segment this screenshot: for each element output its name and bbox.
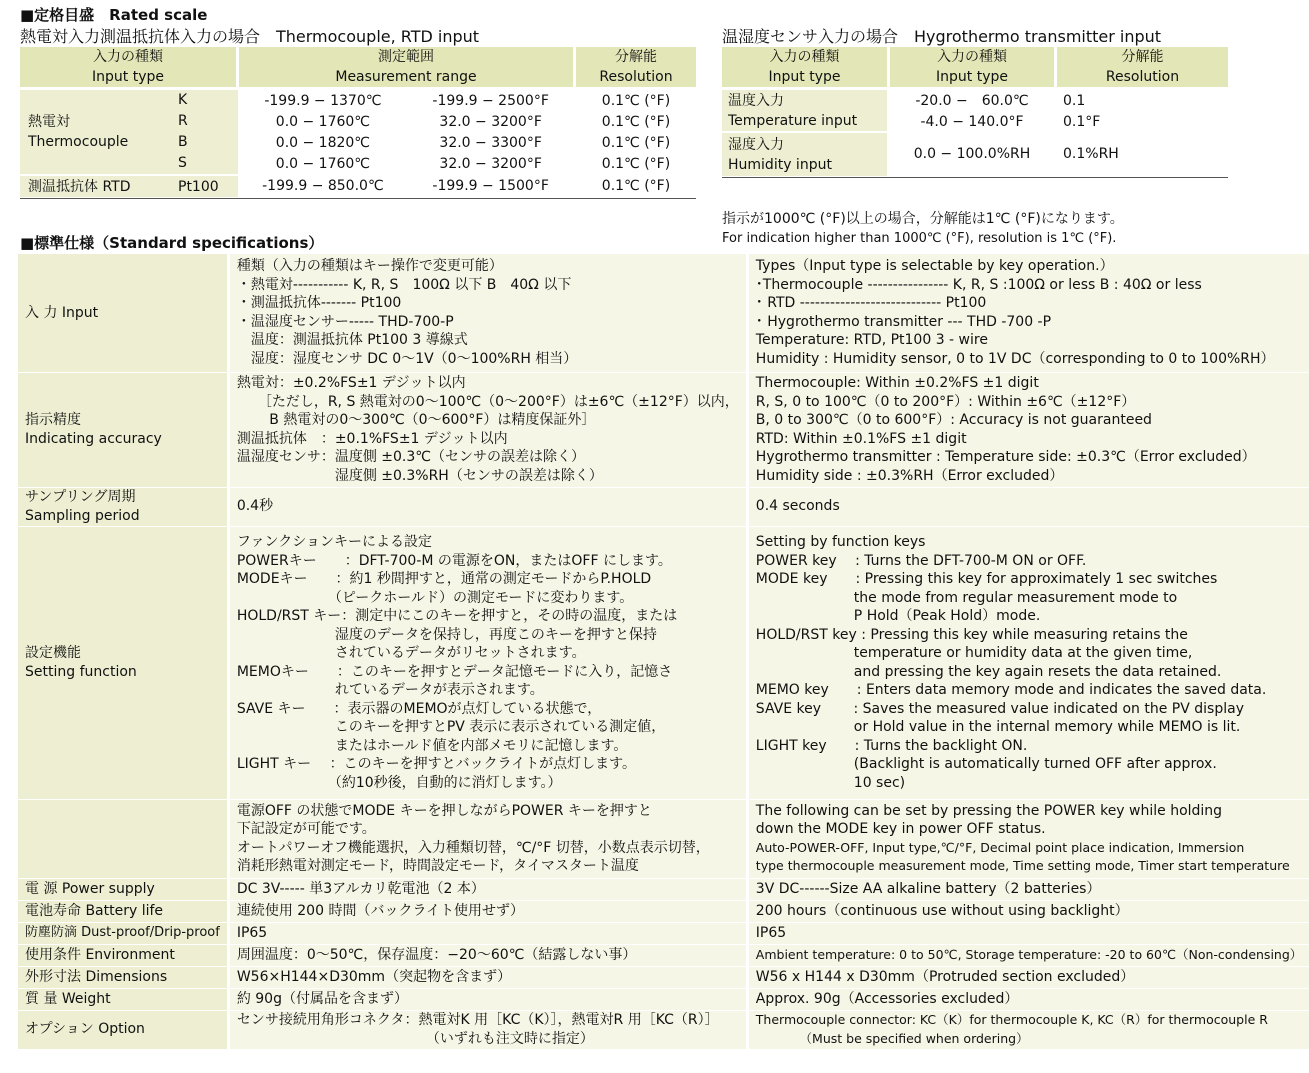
- spec-line: Sampling period: [25, 507, 140, 524]
- spec-row: [18, 487, 1309, 526]
- spec-line: 湿度：湿度センサ DC 0～1V（0～100%RH 相当）: [236, 350, 578, 367]
- table-bottom-rule: [722, 177, 1228, 178]
- spec-value-ja: [228, 988, 747, 1010]
- header-input-type: 入力の種類 Input type: [20, 47, 238, 87]
- spec-line: 200 hours（continuous use without using backlight）: [755, 902, 1129, 919]
- spec-line: SAVE キー ：表示器のMEMOが点灯している状態で，: [236, 700, 602, 717]
- spec-line: （約10秒後，自動的に消灯します。）: [236, 774, 562, 791]
- spec-row: [18, 372, 1309, 487]
- spec-label: [18, 1010, 228, 1049]
- spec-line: 下記設定が可能です。: [236, 821, 376, 837]
- range-c: 0.0 − 1820℃: [275, 135, 371, 152]
- spec-line: The following can be set by pressing the POWER key while holding: [755, 802, 1223, 819]
- spec-row: [18, 526, 1309, 799]
- table-row: [722, 90, 1228, 111]
- header-input-type: 入力の種類 Input type: [722, 47, 889, 87]
- spec-line: 約 90g（付属品を含まず）: [236, 990, 408, 1007]
- spec-label: [18, 254, 228, 372]
- spec-value-en: [747, 900, 1309, 922]
- spec-line: 設定機能: [25, 645, 81, 661]
- spec-line: センサ接続用角形コネクタ：熱電対K 用［KC（K）］，熱電対R 用［KC（R）］: [236, 1012, 719, 1028]
- type-pt100: Pt100: [178, 178, 219, 195]
- spec-line: 測温抵抗体 ：±0.1%FS±1 デジット以内: [236, 430, 508, 447]
- spec-value-ja: [228, 1010, 747, 1049]
- spec-value-en: [747, 799, 1309, 878]
- spec-line: POWERキー ：DFT-700-M の電源をON，またはOFF にします。: [236, 552, 672, 569]
- spec-value-en: [747, 526, 1309, 799]
- spec-line: ・熱電対----------- K, R, S 100Ω 以下 B 40Ω 以下: [236, 276, 572, 293]
- range-f: 32.0 − 3200°F: [408, 111, 574, 132]
- spec-value-ja: [228, 966, 747, 988]
- spec-line: ・測温抵抗体------- Pt100: [236, 295, 402, 312]
- spec-line: IP65: [236, 924, 268, 941]
- spec-value-ja: [228, 878, 747, 900]
- spec-line: (Backlight is automatically turned OFF after approx.: [755, 756, 1217, 772]
- spec-line: HOLD/RST key : Pressing this key while measuring retains the: [755, 626, 1188, 643]
- spec-value-ja: [228, 372, 747, 487]
- spec-line: されているデータがリセットされます。: [236, 645, 586, 661]
- spec-line: Setting by function keys: [755, 534, 926, 550]
- table-row: [20, 90, 696, 111]
- spec-line: B, 0 to 300℃（0 to 600°F）: Accuracy is not guaranteed: [755, 412, 1152, 428]
- spec-label: [18, 487, 228, 526]
- spec-line: P Hold（Peak Hold）mode.: [755, 608, 1041, 624]
- resolution-note-en: For indication higher than 1000℃ (°F), resolution is 1℃ (°F).: [722, 231, 1117, 246]
- spec-line: 入 力 Input: [25, 304, 99, 321]
- spec-row: [18, 799, 1309, 878]
- spec-line: Approx. 90g（Accessories excluded）: [755, 990, 1019, 1007]
- spec-line: Ambient temperature: 0 to 50℃, Storage temperature: -20 to 60℃（Non-condensing）: [755, 946, 1303, 962]
- header-measurement-range: 測定範囲 Measurement range: [238, 47, 575, 87]
- range-c: -199.9 − 850.0℃: [262, 178, 384, 194]
- range-f: -199.9 − 2500°F: [408, 90, 574, 111]
- humidity-input-label: 湿度入力 Humidity input: [722, 132, 889, 176]
- temperature-input-label: 温度入力 Temperature input: [722, 90, 889, 132]
- rated-scale-heading: ■定格目盛 Rated scale: [20, 6, 208, 24]
- spec-value-en: [747, 1010, 1309, 1049]
- spec-line: またはホールド値を内部メモリに記憶します。: [236, 737, 628, 754]
- spec-line: MEMO key : Enters data memory mode and indicates the saved data.: [755, 682, 1267, 698]
- spec-line: W56×H144×D30mm（突起物を含まず）: [236, 968, 512, 985]
- spec-line: Thermocouple connector: KC（K）for thermocouple K, KC（R）for thermocouple R: [755, 1012, 1268, 1027]
- type-b: B: [178, 134, 188, 150]
- spec-label: [18, 900, 228, 922]
- spec-line: 使用条件 Environment: [25, 946, 175, 963]
- spec-line: 湿度側 ±0.3%RH（センサの誤差は除く）: [236, 467, 603, 484]
- thermocouple-rtd-table: [20, 47, 696, 197]
- spec-line: 指示精度: [25, 412, 81, 428]
- spec-line: ［ただし，R, S 熱電対の0～100℃（0～200°F）は±6℃（±12°F）以内，: [236, 393, 739, 410]
- spec-value-en: [747, 988, 1309, 1010]
- spec-value-ja: [228, 526, 747, 799]
- spec-line: MEMOキー ：このキーを押すとデータ記憶モードに入り，記憶さ: [236, 663, 673, 680]
- type-s: S: [178, 155, 187, 171]
- standard-specs-table: [18, 254, 1309, 1050]
- spec-line: ファンクションキーによる設定: [236, 534, 432, 550]
- humidity-range: 0.0 − 100.0%RH: [889, 132, 1056, 176]
- spec-line: R, S, 0 to 100℃（0 to 200°F）: Within ±6℃（±12°F）: [755, 393, 1136, 410]
- spec-line: ・温湿度センサー----- THD-700-P: [236, 313, 454, 330]
- range-c: 0.0 − 1760℃: [275, 113, 371, 130]
- table-row: [722, 132, 1228, 176]
- spec-value-ja: [228, 900, 747, 922]
- spec-line: RTD: Within ±0.1%FS ±1 digit: [755, 430, 967, 447]
- thermocouple-rtd-title: 熱電対入力測温抵抗体入力の場合 Thermocouple, RTD input: [20, 27, 480, 46]
- spec-line: Types（Input type is selectable by key operation.）: [755, 258, 1114, 275]
- spec-value-ja: [228, 487, 747, 526]
- spec-label: [18, 944, 228, 966]
- spec-line: ･Thermocouple ---------------- K, R, S :100Ω or less B : 40Ω or less: [755, 276, 1202, 293]
- spec-line: HOLD/RST キー：測定中にこのキーを押すと，その時の温度，または: [236, 608, 678, 624]
- resolution: 0.1℃ (°F): [601, 178, 671, 194]
- spec-line: MODEキー ：約1 秒間押すと，通常の測定モードからP.HOLD: [236, 571, 652, 587]
- standard-specs-heading: ■標準仕様（Standard specifications）: [20, 234, 324, 252]
- spec-value-ja: [228, 922, 747, 944]
- spec-label: [18, 966, 228, 988]
- spec-line: MODE key : Pressing this key for approximately 1 sec switches: [755, 571, 1218, 587]
- spec-value-en: [747, 487, 1309, 526]
- spec-line: 湿度のデータを保持し，再度このキーを押すと保持: [236, 626, 657, 643]
- spec-value-en: [747, 372, 1309, 487]
- temp-range: -20.0 − 60.0℃: [889, 90, 1056, 111]
- spec-line: type thermocouple measurement mode, Time setting mode, Timer start temperature: [755, 858, 1290, 873]
- resolution: 0.1℃ (°F): [601, 92, 671, 109]
- spec-row: [18, 944, 1309, 966]
- spec-label: [18, 526, 228, 799]
- spec-value-en: [747, 944, 1309, 966]
- spec-line: ･ RTD ---------------------------- Pt100: [755, 295, 987, 312]
- spec-value-en: [747, 922, 1309, 944]
- spec-line: Setting function: [25, 663, 137, 680]
- spec-line: Indicating accuracy: [25, 430, 162, 447]
- spec-label: [18, 799, 228, 878]
- spec-line: オートパワーオフ機能選択，入力種類切替，℃/°F 切替，小数点表示切替，: [236, 839, 710, 856]
- spec-line: 温度：測温抵抗体 Pt100 3 導線式: [236, 332, 468, 349]
- spec-label: [18, 922, 228, 944]
- type-r: R: [178, 113, 188, 129]
- spec-line: 0.4 seconds: [755, 498, 840, 515]
- spec-value-en: [747, 878, 1309, 900]
- spec-line: 10 sec): [755, 774, 906, 791]
- spec-value-en: [747, 966, 1309, 988]
- range-f: 32.0 − 3200°F: [408, 154, 574, 175]
- spec-line: （いずれも注文時に指定）: [236, 1030, 594, 1047]
- spec-line: Humidity side : ±0.3%RH（Error excluded）: [755, 467, 1064, 484]
- spec-line: or Hold value in the internal memory while MEMO is lit.: [755, 719, 1241, 735]
- spec-line: 熱電対：±0.2%FS±1 デジット以内: [236, 375, 466, 391]
- resolution: 0.1℃ (°F): [601, 156, 671, 173]
- spec-line: （Must be specified when ordering）: [755, 1030, 1029, 1046]
- spec-line: このキーを押すとPV 表示に表示されている測定値，: [236, 719, 666, 735]
- spec-label: [18, 878, 228, 900]
- hygrothermo-table: [722, 47, 1228, 176]
- humidity-resolution: 0.1%RH: [1063, 146, 1119, 162]
- range-c: -199.9 − 1370℃: [264, 92, 382, 109]
- spec-line: SAVE key : Saves the measured value indicated on the PV display: [755, 700, 1244, 717]
- rtd-label: 測温抵抗体 RTD: [28, 178, 131, 195]
- spec-line: 連続使用 200 時間（バックライト使用せず）: [236, 902, 525, 919]
- spec-line: Hygrothermo transmitter : Temperature side: ±0.3℃（Error excluded）: [755, 449, 1256, 465]
- spec-line: 電 源 Power supply: [25, 880, 155, 897]
- range-f: -199.9 − 1500°F: [408, 175, 574, 197]
- spec-row: [18, 1010, 1309, 1049]
- spec-row: [18, 900, 1309, 922]
- spec-value-ja: [228, 799, 747, 878]
- range-c: 0.0 − 1760℃: [275, 156, 371, 173]
- spec-line: 防塵防滴 Dust-proof/Drip-proof: [25, 924, 220, 940]
- spec-line: W56 x H144 x D30mm（Protruded section excluded）: [755, 968, 1135, 985]
- resolution: 0.1℃ (°F): [601, 113, 671, 130]
- spec-row: [18, 878, 1309, 900]
- spec-line: 消耗形熱電対測定モード，時間設定モード，タイマスタート温度: [236, 858, 639, 874]
- spec-line: ･ Hygrothermo transmitter --- THD -700 -P: [755, 313, 1052, 330]
- spec-line: DC 3V----- 単3アルカリ乾電池（2 本）: [236, 880, 485, 897]
- spec-label: [18, 988, 228, 1010]
- range-f: 32.0 − 3300°F: [408, 133, 574, 154]
- spec-line: 電源OFF の状態でMODE キーを押しながらPOWER キーを押すと: [236, 802, 652, 819]
- spec-line: Thermocouple: Within ±0.2%FS ±1 digit: [755, 375, 1039, 391]
- temp-resolution: 0.1: [1063, 92, 1086, 109]
- spec-line: down the MODE key in power OFF status.: [755, 821, 1046, 837]
- spec-line: れているデータが表示されます。: [236, 682, 544, 698]
- spec-line: B 熱電対の0～300℃（0～600°F）は精度保証外］: [236, 412, 596, 428]
- spec-line: POWER key : Turns the DFT-700-M ON or OFF.: [755, 552, 1087, 569]
- spec-line: 外形寸法 Dimensions: [25, 968, 168, 985]
- spec-line: 質 量 Weight: [25, 990, 111, 1007]
- spec-line: Humidity : Humidity sensor, 0 to 1V DC（corresponding to 0 to 100%RH）: [755, 350, 1275, 367]
- spec-line: 周囲温度：0～50℃，保存温度：−20～60℃（結露しない事）: [236, 946, 637, 963]
- spec-line: 0.4秒: [236, 498, 274, 515]
- spec-line: Temperature: RTD, Pt100 3 - wire: [755, 332, 988, 349]
- spec-line: Auto-POWER-OFF, Input type,℃/°F, Decimal point place indication, Immersion: [755, 839, 1245, 855]
- spec-value-ja: [228, 254, 747, 372]
- spec-value-ja: [228, 944, 747, 966]
- thermocouple-label: 熱電対 Thermocouple: [28, 114, 129, 150]
- spec-row: [18, 966, 1309, 988]
- spec-line: サンプリング周期: [25, 489, 136, 505]
- spec-line: IP65: [755, 924, 787, 941]
- type-k: K: [178, 92, 188, 108]
- spec-label: [18, 372, 228, 487]
- spec-line: 温湿度センサ：温度側 ±0.3℃（センサの誤差は除く）: [236, 449, 585, 465]
- spec-line: LIGHT キー ：このキーを押すとバックライトが点灯します。: [236, 756, 637, 772]
- resolution: 0.1℃ (°F): [601, 135, 671, 152]
- hygrothermo-title: 温湿度センサ入力の場合 Hygrothermo transmitter input: [722, 27, 1162, 46]
- spec-line: 3V DC------Size AA alkaline battery（2 batteries）: [755, 880, 1101, 897]
- spec-line: 電池寿命 Battery life: [25, 902, 164, 919]
- table-bottom-rule: [20, 198, 696, 199]
- header-resolution: 分解能 Resolution: [575, 47, 697, 87]
- spec-line: 種類（入力の種類はキー操作で変更可能）: [236, 258, 503, 275]
- table-row: [20, 175, 696, 197]
- resolution-note-ja: 指示が1000℃ (°F)以上の場合，分解能は1℃ (°F)になります。: [722, 211, 1124, 227]
- spec-row: [18, 922, 1309, 944]
- spec-line: LIGHT key : Turns the backlight ON.: [755, 737, 1028, 754]
- spec-value-en: [747, 254, 1309, 372]
- spec-row: [18, 254, 1309, 372]
- spec-line: the mode from regular measurement mode to: [755, 589, 1178, 606]
- spec-line: （ピークホールド）の測定モードに変わります。: [236, 589, 634, 606]
- header-resolution: 分解能 Resolution: [1056, 47, 1229, 87]
- header-input-type-2: 入力の種類 Input type: [889, 47, 1056, 87]
- spec-line: temperature or humidity data at the given time,: [755, 645, 1193, 661]
- temp-range: -4.0 − 140.0°F: [889, 111, 1056, 132]
- spec-row: [18, 988, 1309, 1010]
- temp-resolution: 0.1°F: [1063, 113, 1101, 130]
- spec-line: オプション Option: [25, 1021, 145, 1038]
- spec-line: and pressing the key again resets the data retained.: [755, 663, 1222, 680]
